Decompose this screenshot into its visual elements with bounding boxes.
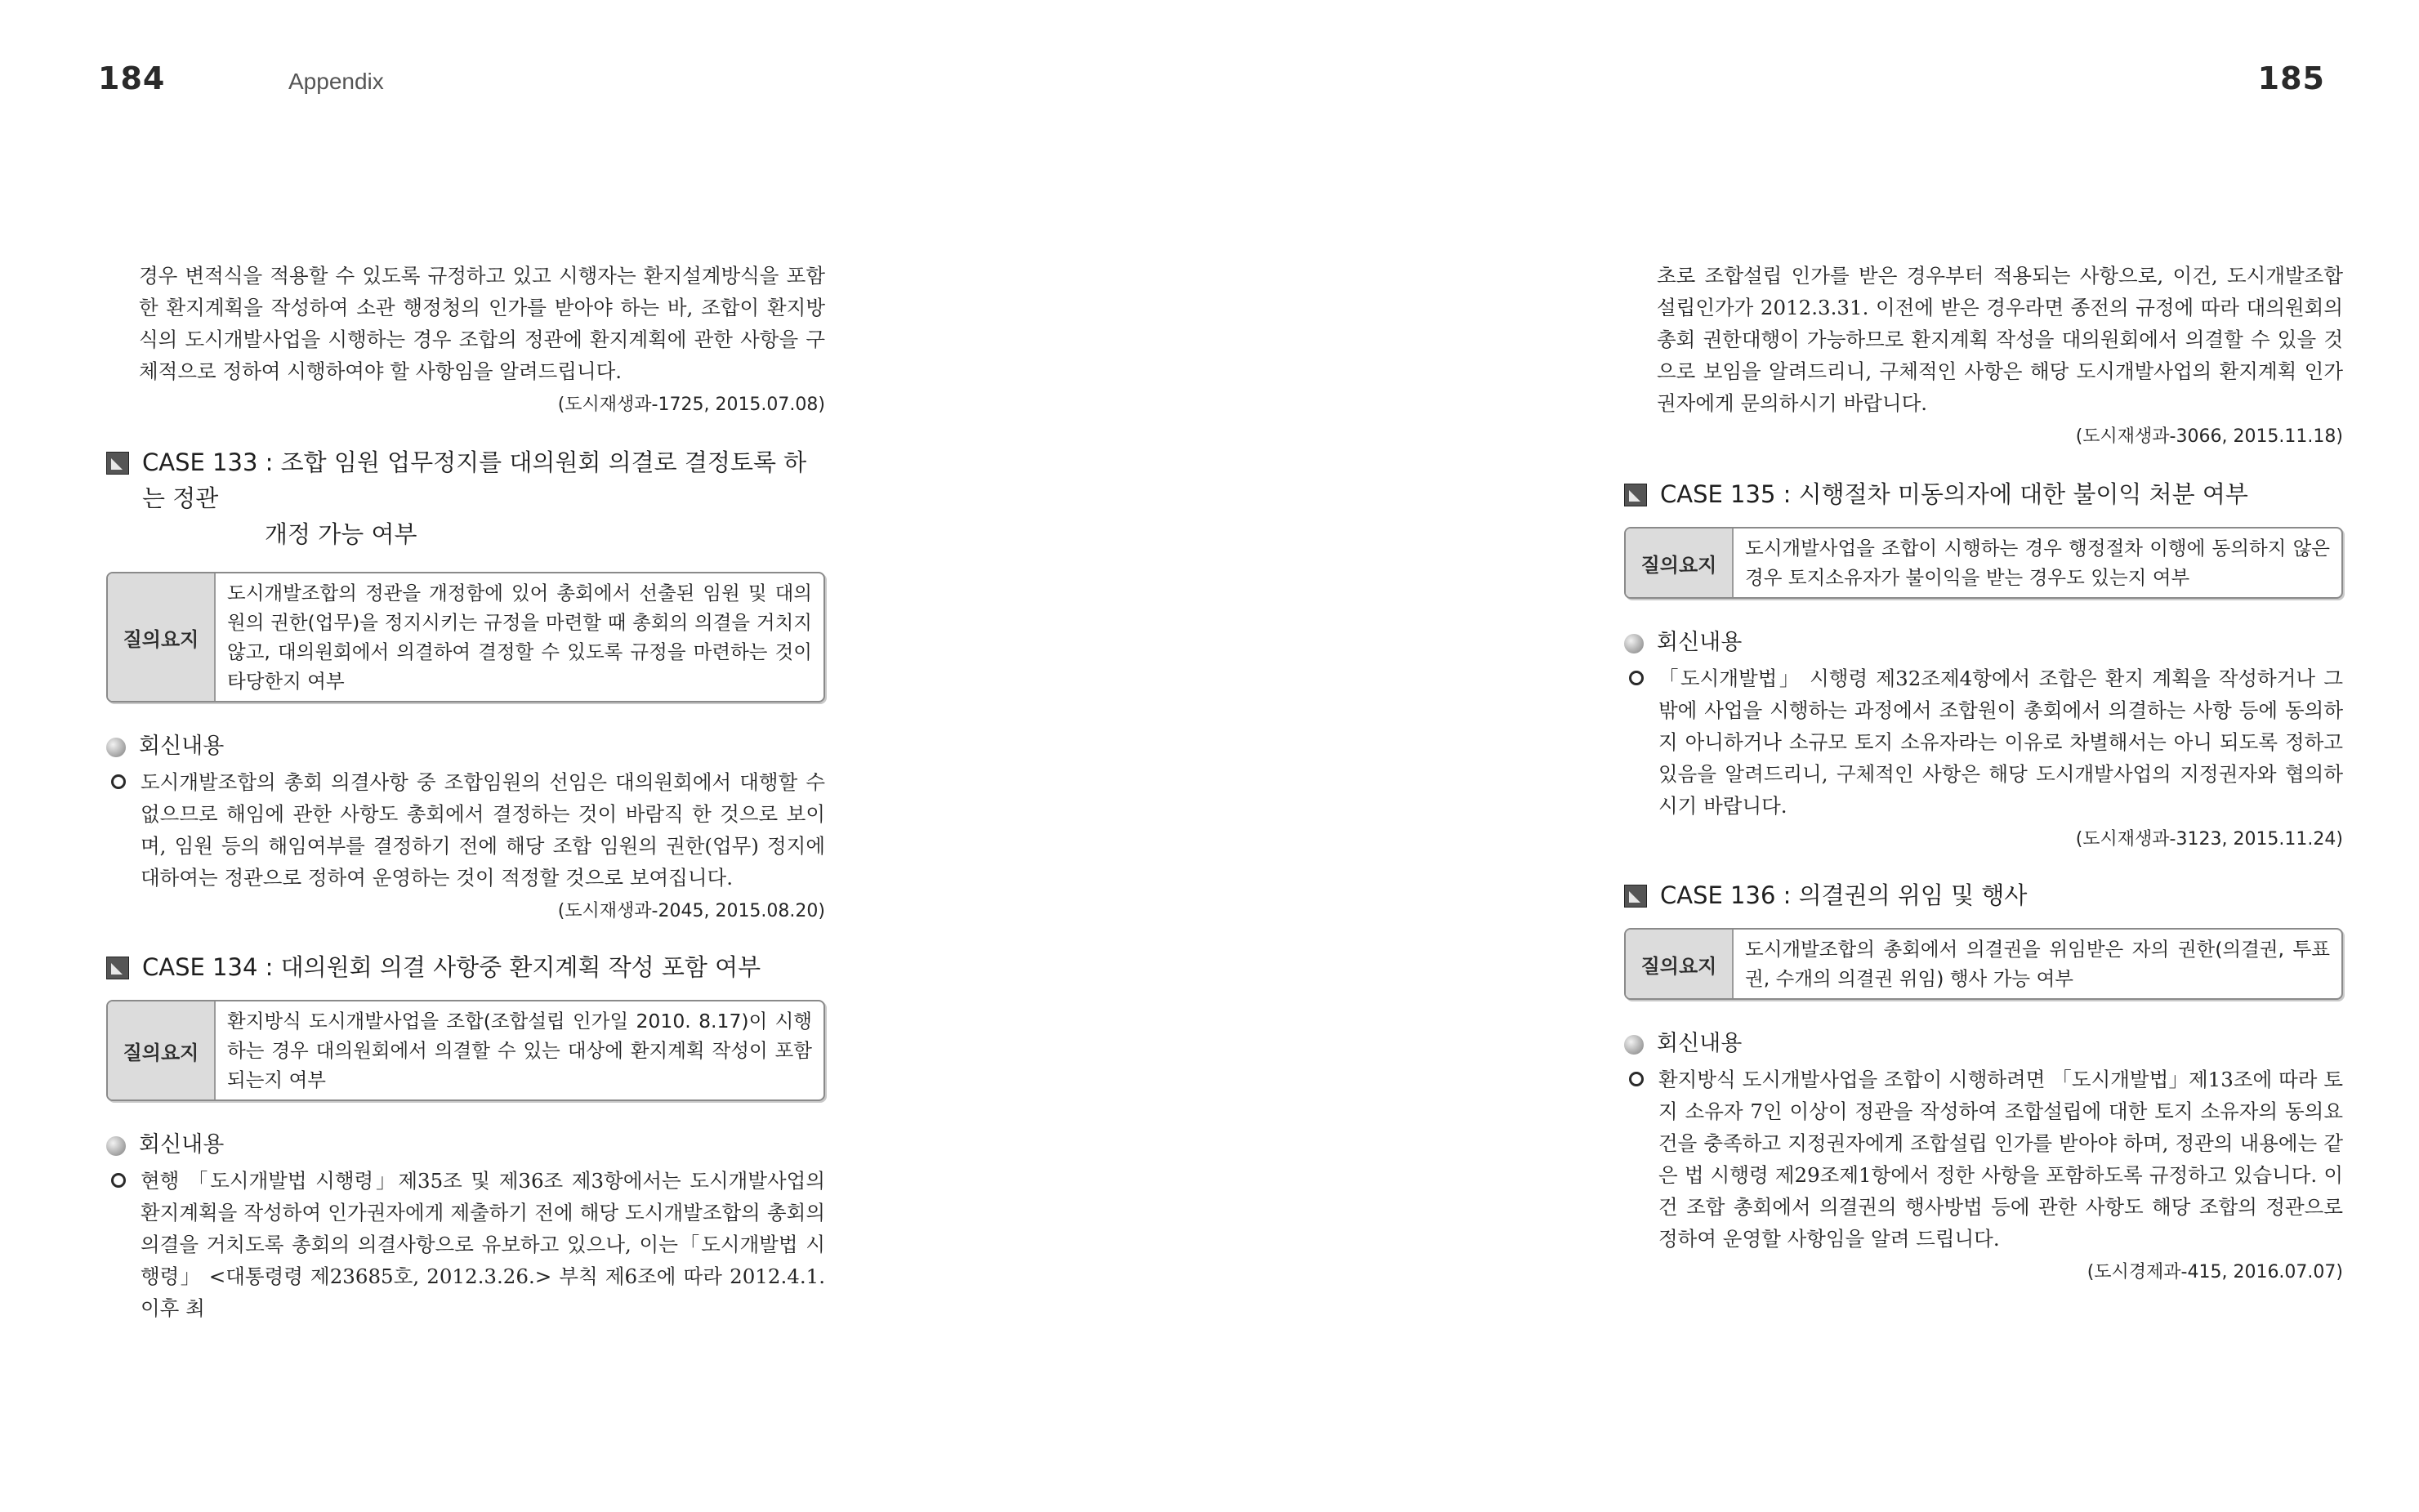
gray-bullet-icon: [106, 738, 126, 757]
case-134-question-text: 환지방식 도시개발사업을 조합(조합설립 인가일 2010. 8.17)이 시행하는 경우 대의원회에서 의결할 수 있는 대상에 환지계획 작성이 포함되는지 여부: [227, 1010, 812, 1091]
case-icon: [106, 452, 129, 475]
case-135-reply-text: 「도시개발법」 시행령 제32조제4항에서 조합은 환지 계획을 작성하거나 그 밖에 사업을 시행하는 과정에서 조합원이 총회에서 의결하는 사항 등에 동의하지 아니하거나 소규모 토지 소유자라는 이유로 차별해서는 아니 되도록 정하고 있음을 알려드리니, 구체적인 사항은 해당 도시개발사업의 지정권자와 협의하시기 바랍니다.: [1658, 667, 2343, 818]
case-136-reply-heading: [1624, 1028, 2343, 1060]
question-label: 질의요지: [1626, 529, 1734, 597]
case-134-reply-text: 현행 「도시개발법 시행령」제35조 및 제36조 제3항에서는 도시개발사업의 환지계획을 작성하여 인가권자에게 제출하기 전에 해당 도시개발조합의 총회의 의결을 거치도록 총회의 의결사항으로 유보하고 있으나, 이는「도시개발법 시행령」 <대통령령 제23685호, 2012.3.26.> 부칙 제6조에 따라 2012.4.1. 이후 최: [141, 1169, 825, 1320]
case-136-heading: [1624, 877, 2343, 913]
case-135-ref: (도시재생과-3123, 2015.11.24): [2075, 829, 2343, 850]
case-136-question-box: [1624, 928, 2343, 1000]
case-135-reply-body: [1624, 662, 2343, 822]
case-icon: [1624, 484, 1647, 506]
gray-bullet-icon: [1624, 634, 1644, 653]
case-133-reply-text: 도시개발조합의 총회 의결사항 중 조합임원의 선임은 대의원회에서 대행할 수 없으므로 해임에 관한 사항도 총회에서 결정하는 것이 바람직 한 것으로 보이며, 임원 등의 해임여부를 결정하기 전에 해당 조합 임원의 권한(업무) 정지에 대하여는 정관으로 정하여 운영하는 것이 적정할 것으로 보여집니다.: [141, 770, 825, 890]
question-label: 질의요지: [108, 1001, 216, 1099]
reply-heading-label: 회신내용: [1657, 630, 1743, 655]
case-133-reply-body: [106, 766, 825, 894]
question-label: 질의요지: [1626, 930, 1734, 998]
case-134-heading: [106, 949, 825, 985]
case-133-question-box: [106, 572, 825, 702]
case-135-reply-heading: [1624, 627, 2343, 659]
case-136-reply-text: 환지방식 도시개발사업을 조합이 시행하려면 「도시개발법」제13조에 따라 토지 소유자 7인 이상이 정관을 작성하여 조합설립에 대한 토지 소유자의 동의요건을 충족하고 지정권자에게 조합설립 인가를 받아야 하며, 정관의 내용에는 같은 법 시행령 제29조제1항에서 정한 사항을 포함하도록 규정하고 있습니다. 이건 조합 총회에서 의결권의 행사방법 등에 관한 사항도 해당 조합의 정관으로 정하여 운영할 사항임을 알려 드립니다.: [1658, 1068, 2343, 1251]
case-133-reply-heading: [106, 730, 825, 763]
left-intro-text: 경우 변적식을 적용할 수 있도록 규정하고 있고 시행자는 환지설계방식을 포함한 환지계획을 작성하여 소관 행정청의 인가를 받아야 하는 바, 조합이 환지방식의 도시개발사업을 시행하는 경우 조합의 정관에 환지계획에 관한 사항을 구체적으로 정하여 시행하여야 할 사항임을 알려드립니다.: [139, 264, 825, 383]
case-133-heading: [106, 444, 825, 552]
case-136-ref: (도시경제과-415, 2016.07.07): [2086, 1262, 2343, 1282]
reply-heading-label: 회신내용: [1657, 1031, 1743, 1056]
reply-heading-label: 회신내용: [139, 734, 225, 759]
case-134-reply-heading: [106, 1129, 825, 1162]
case-icon: [106, 957, 129, 979]
reply-heading-label: 회신내용: [139, 1132, 225, 1157]
case-134-question-box: [106, 1000, 825, 1101]
right-intro-text: 초로 조합설립 인가를 받은 경우부터 적용되는 사항으로, 이건, 도시개발조합 설립인가가 2012.3.31. 이전에 받은 경우라면 종전의 규정에 따라 대의원회의 총회 권한대행이 가능하므로 환지계획 작성을 대의원회에서 의결할 수 있을 것으로 보임을 알려드리니, 구체적인 사항은 해당 도시개발사업의 환지계획 인가권자에게 문의하시기 바랍니다.: [1657, 264, 2343, 415]
case-135-heading: [1624, 476, 2343, 512]
case-134-title: CASE 134 : 대의원회 의결 사항중 환지계획 작성 포함 여부: [142, 953, 761, 981]
case-136-reply-body: [1624, 1064, 2343, 1255]
left-column: [106, 260, 825, 1324]
gray-bullet-icon: [1624, 1035, 1644, 1055]
right-intro-ref: (도시재생과-3066, 2015.11.18): [2075, 426, 2343, 447]
left-page-number: 184: [98, 60, 166, 96]
ring-bullet-icon: [111, 774, 126, 789]
right-page-number: 185: [2257, 60, 2325, 96]
case-icon: [1624, 885, 1647, 908]
ring-bullet-icon: [111, 1173, 126, 1188]
gray-bullet-icon: [106, 1136, 126, 1156]
question-label: 질의요지: [108, 573, 216, 701]
ring-bullet-icon: [1629, 1072, 1644, 1086]
case-136-title: CASE 136 : 의결권의 위임 및 행사: [1660, 881, 2028, 909]
running-head: Appendix: [288, 69, 384, 94]
case-136-question-text: 도시개발조합의 총회에서 의결권을 위임받은 자의 권한(의결권, 투표권, 수개의 의결권 위임) 행사 가능 여부: [1745, 938, 2330, 990]
case-134-reply-body: [106, 1165, 825, 1324]
case-133-question-text: 도시개발조합의 정관을 개정함에 있어 총회에서 선출된 임원 및 대의원의 권한(업무)을 정지시키는 규정을 마련할 때 총회의 의결을 거치지 않고, 대의원회에서 의결하여 결정할 수 있도록 규정을 마련하는 것이 타당한지 여부: [227, 582, 812, 693]
case-133-title-line2: 개정 가능 여부: [265, 520, 417, 548]
ring-bullet-icon: [1629, 671, 1644, 685]
case-135-question-text: 도시개발사업을 조합이 시행하는 경우 행정절차 이행에 동의하지 않은 경우 토지소유자가 불이익을 받는 경우도 있는지 여부: [1745, 537, 2330, 589]
right-column: [1624, 260, 2343, 1287]
case-135-question-box: [1624, 527, 2343, 599]
case-133-title-line1: CASE 133 : 조합 임원 업무정지를 대의원회 의결로 결정토록 하는 정관: [142, 448, 807, 512]
case-135-title: CASE 135 : 시행절차 미동의자에 대한 불이익 처분 여부: [1660, 480, 2248, 508]
left-intro-ref: (도시재생과-1725, 2015.07.08): [557, 395, 825, 415]
case-133-ref: (도시재생과-2045, 2015.08.20): [557, 901, 825, 921]
